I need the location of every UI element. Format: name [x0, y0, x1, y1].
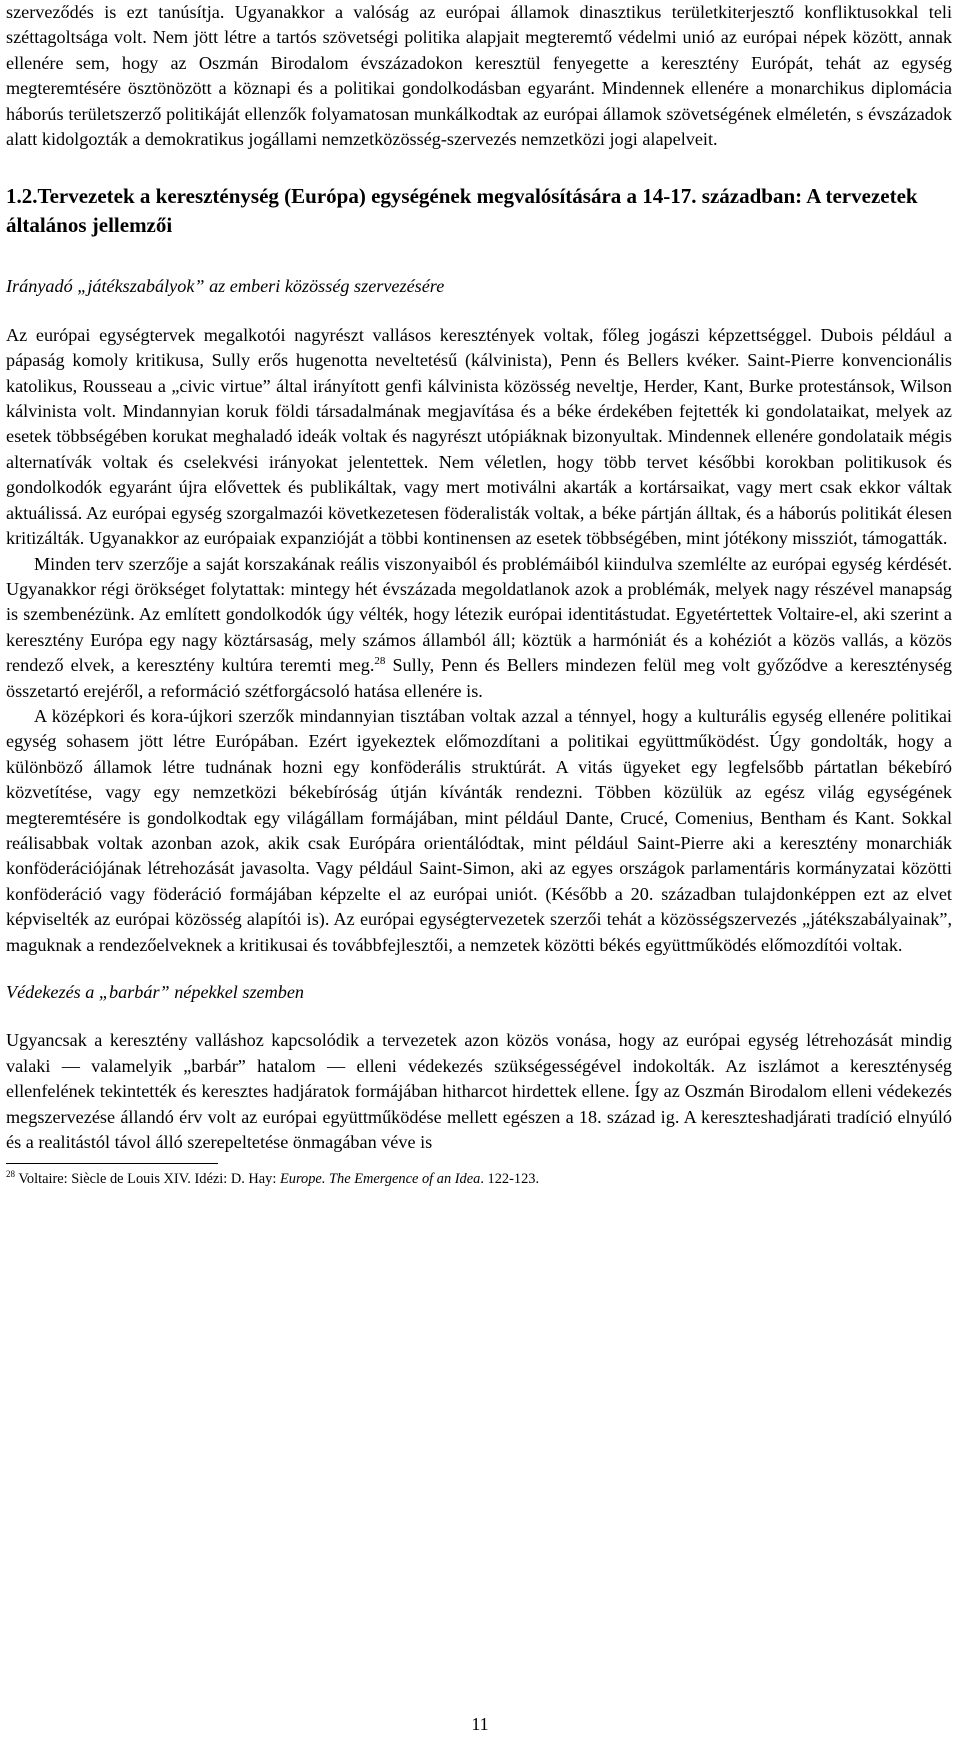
footnote-number: 28 — [6, 1169, 15, 1180]
paragraph-political-unity: A középkori és kora-újkori szerzők mindannyian tisztában voltak azzal a ténnyel, hogy a kulturális egység ellenére politikai egység sohasem jött létre Európában. Ezért igyekeztek előmozdítani a politikai együttműködést. Úgy gondolták, hogy a különböző államok létre tudnának hozni egy konföderális struktúrát. A vitás ügyeket egy legfelsőbb pártatlan békebíró közvetítése, vagy egy nemzetközi békebíróság útján kívánták rendezni. Többen közülük az egész világ egységének megteremtésére is gondolkodtak egy világállam formájában, mint például Dante, Crucé, Comenius, Bentham és Kant. Sokkal reálisabbak voltak azonban azok, akik csak Európára orientálódtak, mint például Saint-Pierre aki a keresztény monarchiák konföderációjának létrehozását javasolta. Vagy például Saint-Simon, aki az egyes országok parlamentáris kormányzatai közötti konföderáció vagy föderáció formájában képzelte el az európai uniót. (Később a 20. században tulajdonképpen ezt az elvet képviselték az európai közösség alapítói is). Az európai egységtervezetek szerzői tehát a közösségszervezés „játékszabályainak”, maguknak a rendezőelveknek a kritikusai és továbbfejlesztői, a nemzetek közötti békés együttműködés előmozdítói voltak. — [6, 705, 952, 955]
footnote-reference[interactable]: 28 — [374, 655, 386, 668]
footnote — [6, 1170, 952, 1189]
intro-paragraph: szerveződés is ezt tanúsítja. Ugyanakkor a valóság az európai államok dinasztikus területkiterjesztő konfliktusokkal teli széttagoltsága volt. Nem jött létre a tartós szövetségi politika alapjait megteremtő védelmi unió az európai népek között, annak ellenére sem, hogy az Oszmán Birodalom évszázadokon keresztül fenyegette a keresztény Európát, tehát az egység megteremtésére ösztönözött a köznapi és a politikai gondolkodásban egyaránt. Mindennek ellenére a monarchikus diplomácia háborús területszerző politikáját ellenzők folyamatosan munkálkodtak az európai államok szövetségének elméletén, s évszázadok alatt kidolgozták a demokratikus jogállami nemzetközösség-szervezés nemzetközi jogi alapelveit. — [6, 2, 952, 150]
footnote-pages: . 122-123. — [480, 1171, 540, 1188]
paragraph-text: Minden terv szerzője a saját korszakának reális viszonyaiból és problémáiból kiindulva szemlélte az európai egység kérdését. Ugyanakkor régi örökséget folytattak: mintegy hét évszázada megoldatlanok azok a problémák, melyek nagy részével manapság is szembenézünk. Az említett gondolkodók úgy vélték, hogy létezik európai identitástudat. Egyetértettek Voltaire-el, aki szerint a keresztény Európa egy nagy köztársaság, mely számos államból áll; köztük a harmóniát és a kohéziót a közös vallás, a közös rendező elvek, a keresztény kultúra teremti meg. — [6, 553, 952, 676]
footnote-book-title: Europe. The Emergence of an Idea — [279, 1171, 481, 1188]
footnote-text: Voltaire: Siècle de Louis XIV. Idézi: D. Hay: — [15, 1171, 280, 1188]
subsection-title-rules: Irányadó „játékszabályok” az emberi közösség szervezésére — [6, 276, 445, 297]
footnote-divider — [6, 1163, 218, 1164]
document-page — [6, 0, 952, 1189]
paragraph-text: Sully, Penn és Bellers mindezen felül meg volt győződve a kereszténység összetartó erejéről, a reformáció szétforgácsoló hatása ellenére is. — [6, 655, 953, 701]
page-number: 11 — [471, 1714, 489, 1734]
subsection-title-defense: Védekezés a „barbár” népekkel szemben — [6, 982, 304, 1002]
paragraph-authors: Az európai egységtervek megalkotói nagyrészt vallásos keresztények voltak, főleg jogászi képzettséggel. Dubois például a pápaság komoly kritikusa, Sully erős hugenotta neveltetésű (kálvinista), Penn és Bellers kvéker. Saint-Pierre konvencionális katolikus, Rousseau a „civic virtue” által irányított genfi kálvinista közösség neveltje, Herder, Kant, Burke protestánsok, Wilson kálvinista volt. Mindannyian koruk földi társadalmának megjavítása és a béke érdekében fejtették ki gondolataikat, melyek az esetek többségében korukat meghaladó ideák voltak és nagyrészt utópiáknak bizonyultak. Mindennek ellenére gondolataik mégis alternatívák voltak és cselekvési irányokat jelentettek. Nem véletlen, hogy több tervet későbbi korokban politikusok és gondolkodók egyaránt újra elővettek és publikáltak, vagy mert motiválni akarták a kortársaikat, vagy mert csak ekkor váltak aktuálissá. Az európai egység szorgalmazói következetesen föderalisták voltak, a béke pártján álltak, és a háborús politikát élesen kritizálták. Ugyanakkor az európaiak expanzióját a többi kontinensen az esetek többségében, mint jótékony missziót, támogatták. — [6, 324, 952, 549]
paragraph-european-identity — [6, 552, 952, 704]
section-heading: 1.2.Tervezetek a kereszténység (Európa) egységének megvalósítására a 14-17. században: A tervezetek általános jellemzői — [6, 184, 918, 238]
paragraph-defense: Ugyancsak a keresztény valláshoz kapcsolódik a tervezetek azon közös vonása, hogy az európai egység létrehozását mindig valaki — valamelyik „barbár” hatalom — elleni védekezés szükségességével indokolták. Az iszlámot a kereszténység ellenfelének tekintették és keresztes hadjáratok formájában hitharcot hirdettek ellene. Így az Oszmán Birodalom elleni védekezés megszervezése állandó érv volt az európai együttműködése mellett egészen a 18. század ig. A kereszteshadjárati tradíció elnyúló és a realitástól távol álló szerepeltetése önmagában véve is — [6, 1030, 952, 1153]
